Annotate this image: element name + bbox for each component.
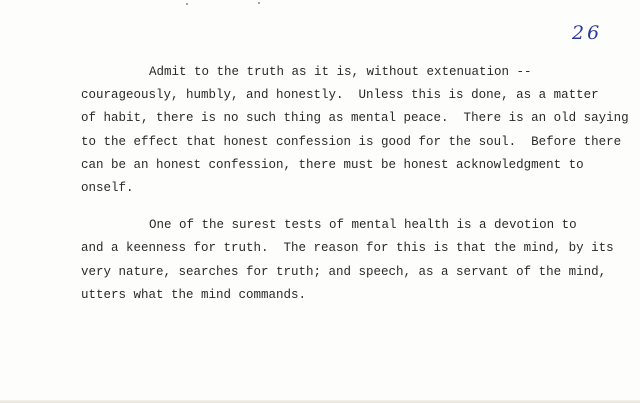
text-line: Admit to the truth as it is, without extenuation -- — [149, 65, 532, 79]
paragraph-1 — [81, 61, 629, 200]
text-line: utters what the mind commands. — [81, 287, 307, 302]
text-line: of habit, there is no such thing as mental peace. There is an old saying — [81, 111, 629, 126]
text-line: very nature, searches for truth; and speech, as a servant of the mind, — [81, 264, 607, 279]
text-line: and a keenness for truth. The reason for this is that the mind, by its — [81, 241, 614, 256]
text-line: courageously, humbly, and honestly. Unless this is done, as a matter — [81, 88, 599, 103]
paragraph-gap — [81, 200, 629, 214]
document-body — [81, 61, 629, 307]
page-number: 26 — [572, 22, 603, 44]
paper-speck — [186, 3, 188, 5]
text-line: to the effect that honest confession is good for the soul. Before there — [81, 134, 622, 149]
text-line: onself. — [81, 180, 134, 195]
text-line: One of the surest tests of mental health is a devotion to — [149, 218, 577, 233]
paper-speck — [258, 2, 260, 4]
paragraph-2 — [81, 214, 629, 307]
text-line: can be an honest confession, there must be honest acknowledgment to — [81, 157, 584, 172]
